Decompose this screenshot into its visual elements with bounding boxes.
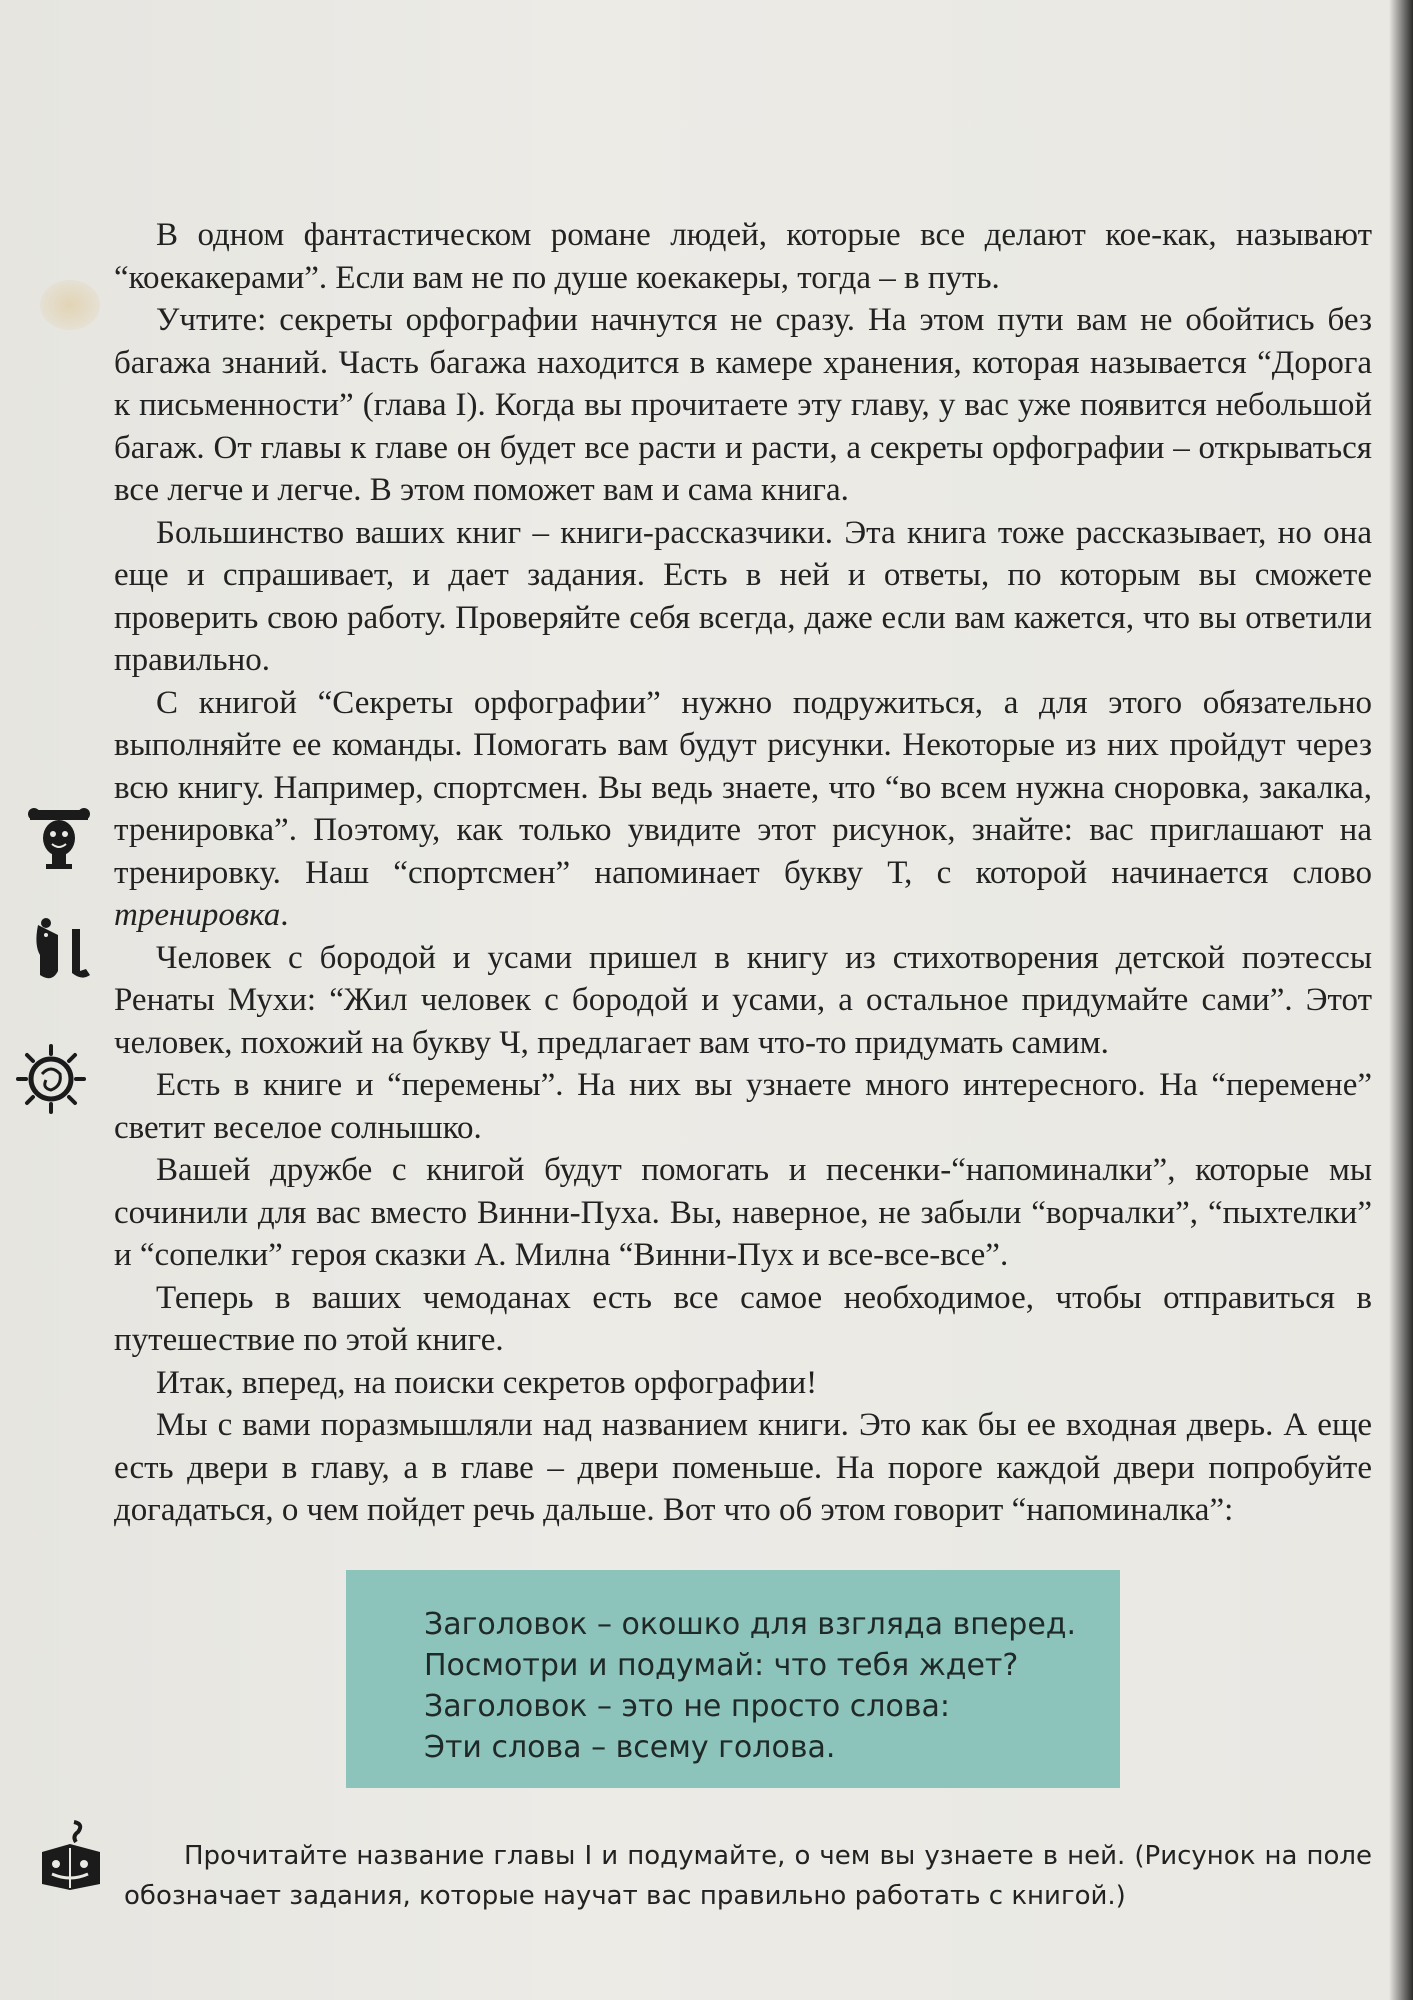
poem-line: Заголовок – это не просто слова: bbox=[424, 1689, 950, 1724]
main-text bbox=[114, 214, 1372, 1532]
poem-line: Посмотри и подумай: что тебя ждет? bbox=[424, 1648, 1019, 1683]
paragraph-2: Учтите: секреты орфографии начнутся не сразу. На этом пути вам не обойтись без багажа знаний. Часть багажа находится в камере хранения, которая называется “Дорога к письменности” (глава I). Когда вы прочитаете эту главу, у вас уже появится небольшой багаж. От главы к главе он будет все расти и расти, а секреты орфографии – открываться все легче и легче. В этом поможет вам и сама книга. bbox=[114, 302, 1372, 508]
reminder-poem-box bbox=[346, 1570, 1120, 1788]
paragraph-4: С книгой “Секреты орфографии” нужно подружиться, а для этого обязательно выполняйте ее команды. Помогать вам будут рисунки. Некоторые из них пройдут через всю книгу. Например, спортсмен. Вы ведь знаете, что “во всем нужна сноровка, закалка, тренировка”. Поэтому, как только увидите этот рисунок, знайте: вас приглашают на тренировку. Наш “спортсмен” напоминает букву Т, с которой начинается слово тренировка. bbox=[114, 684, 1372, 933]
task-block bbox=[124, 1836, 1372, 1916]
paragraph-10: Мы с вами поразмышляли над названием книги. Это как бы ее входная дверь. А еще есть двери в главу, а в главе – двери поменьше. На пороге каждой двери попробуйте догадаться, о чем пойдет речь дальше. Вот что об этом говорит “напоминалка”: bbox=[114, 1407, 1372, 1528]
task-text: Прочитайте название главы I и подумайте, о чем вы узнаете в ней. (Рисунок на поле обозначает задания, которые научат вас правильно работать с книгой.) bbox=[124, 1841, 1372, 1911]
page-stain bbox=[40, 280, 100, 330]
paragraph-7: Вашей дружбе с книгой будут помогать и песенки-“напоминалки”, которые мы сочинили для вас вместо Винни-Пуха. Вы, наверное, не забыли “ворчалки”, “пыхтелки” и “сопелки” героя сказки А. Милна “Винни-Пух и все-все-все”. bbox=[114, 1152, 1372, 1273]
paragraph-3: Большинство ваших книг – книги-рассказчики. Эта книга тоже рассказывает, но она еще и спрашивает, и дает задания. Есть в ней и ответы, по которым вы сможете проверить свою работу. Проверяйте себя всегда, даже если вам кажется, что вы ответили правильно. bbox=[114, 514, 1372, 678]
paragraph-5: Человек с бородой и усами пришел в книгу из стихотворения детской поэтессы Ренаты Мухи: “Жил человек с бородой и усами, а остальное придумайте сами”. Этот человек, похожий на букву Ч, предлагает вам что-то придумать самим. bbox=[114, 939, 1372, 1061]
book-task-icon bbox=[34, 1818, 108, 1892]
poem-line: Заголовок – окошко для взгляда вперед. bbox=[424, 1607, 1077, 1642]
paragraph-9: Итак, вперед, на поиски секретов орфографии! bbox=[156, 1364, 818, 1401]
sun-icon bbox=[14, 1042, 88, 1116]
italic-word: тренировка bbox=[114, 897, 281, 933]
paragraph-4-text: С книгой “Секреты орфографии” нужно подружиться, а для этого обязательно выполняйте ее команды. Помогать вам будут рисунки. Некоторые из них пройдут через всю книгу. Например, спортсмен. Вы ведь знаете, что “во всем нужна сноровка, закалка, тренировка”. Поэтому, как только увидите этот рисунок, знайте: вас приглашают на тренировку. Наш “спортсмен” напоминает букву Т, с которой начинается слово bbox=[114, 684, 1372, 891]
poem-line: Эти слова – всему голова. bbox=[424, 1730, 836, 1765]
bearded-man-icon bbox=[24, 915, 98, 989]
paragraph-6: Есть в книге и “перемены”. На них вы узнаете много интересного. На “перемене” светит веселое солнышко. bbox=[114, 1067, 1372, 1146]
page-edge-shadow bbox=[1389, 0, 1413, 2000]
sportsman-icon bbox=[22, 800, 96, 874]
paragraph-8: Теперь в ваших чемоданах есть все самое необходимое, чтобы отправиться в путешествие по этой книге. bbox=[114, 1279, 1372, 1358]
paragraph-1: В одном фантастическом романе людей, которые все делают кое-как, называют “коекакерами”. Если вам не по душе коекакеры, тогда – в путь. bbox=[114, 217, 1372, 296]
